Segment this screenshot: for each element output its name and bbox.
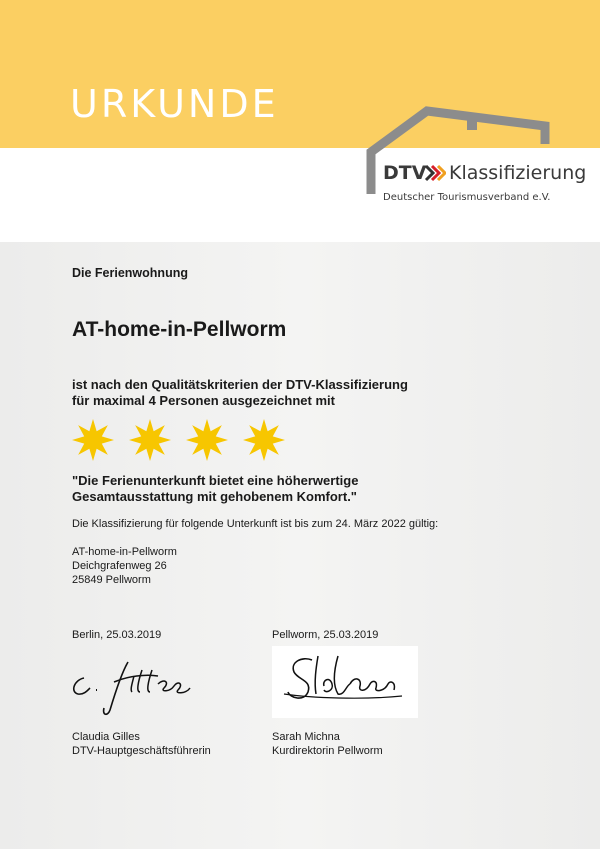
logo-klassifizierung-text: Klassifizierung: [449, 162, 587, 184]
chevrons-icon: [424, 164, 446, 182]
right-signatory-role: Kurdirektorin Pellworm: [272, 745, 383, 757]
validity-text: Die Klassifizierung für folgende Unterkunft ist bis zum 24. März 2022 gültig:: [72, 518, 439, 530]
address-name: AT-home-in-Pellworm: [72, 546, 177, 558]
signature-right-box: [272, 646, 418, 718]
property-address: [72, 545, 177, 587]
property-name: AT-home-in-Pellworm: [72, 318, 287, 341]
quote-line-1: "Die Ferienunterkunft bietet eine höherwertige: [72, 473, 359, 488]
certificate-title: URKUNDE: [70, 82, 279, 126]
left-signatory: [72, 730, 211, 758]
quote-line-2: Gesamtausstattung mit gehobenem Komfort.": [72, 489, 357, 504]
accommodation-type: Die Ferienwohnung: [72, 266, 188, 280]
criteria-text: [72, 377, 408, 409]
logo-dtv-text: DTV: [383, 162, 427, 184]
star-icon: [72, 419, 114, 461]
star-icon: [243, 419, 285, 461]
left-place-date: Berlin, 25.03.2019: [72, 629, 162, 641]
address-city: 25849 Pellworm: [72, 574, 151, 586]
star-icon: [129, 419, 171, 461]
left-signatory-name: Claudia Gilles: [72, 731, 140, 743]
criteria-line-2: für maximal 4 Personen ausgezeichnet mit: [72, 393, 335, 408]
right-place-date: Pellworm, 25.03.2019: [272, 629, 379, 641]
address-street: Deichgrafenweg 26: [72, 560, 167, 572]
signature-right: [272, 646, 418, 718]
criteria-line-1: ist nach den Qualitätskriterien der DTV-Klassifizierung: [72, 377, 408, 392]
right-signatory: [272, 730, 383, 758]
signature-left: [66, 650, 216, 720]
star-icon: [186, 419, 228, 461]
logo-subtitle: Deutscher Tourismusverband e.V.: [383, 192, 551, 203]
classification-quote: [72, 473, 358, 505]
right-signatory-name: Sarah Michna: [272, 731, 340, 743]
star-rating: [72, 418, 292, 464]
left-signatory-role: DTV-Hauptgeschäftsführerin: [72, 745, 211, 757]
